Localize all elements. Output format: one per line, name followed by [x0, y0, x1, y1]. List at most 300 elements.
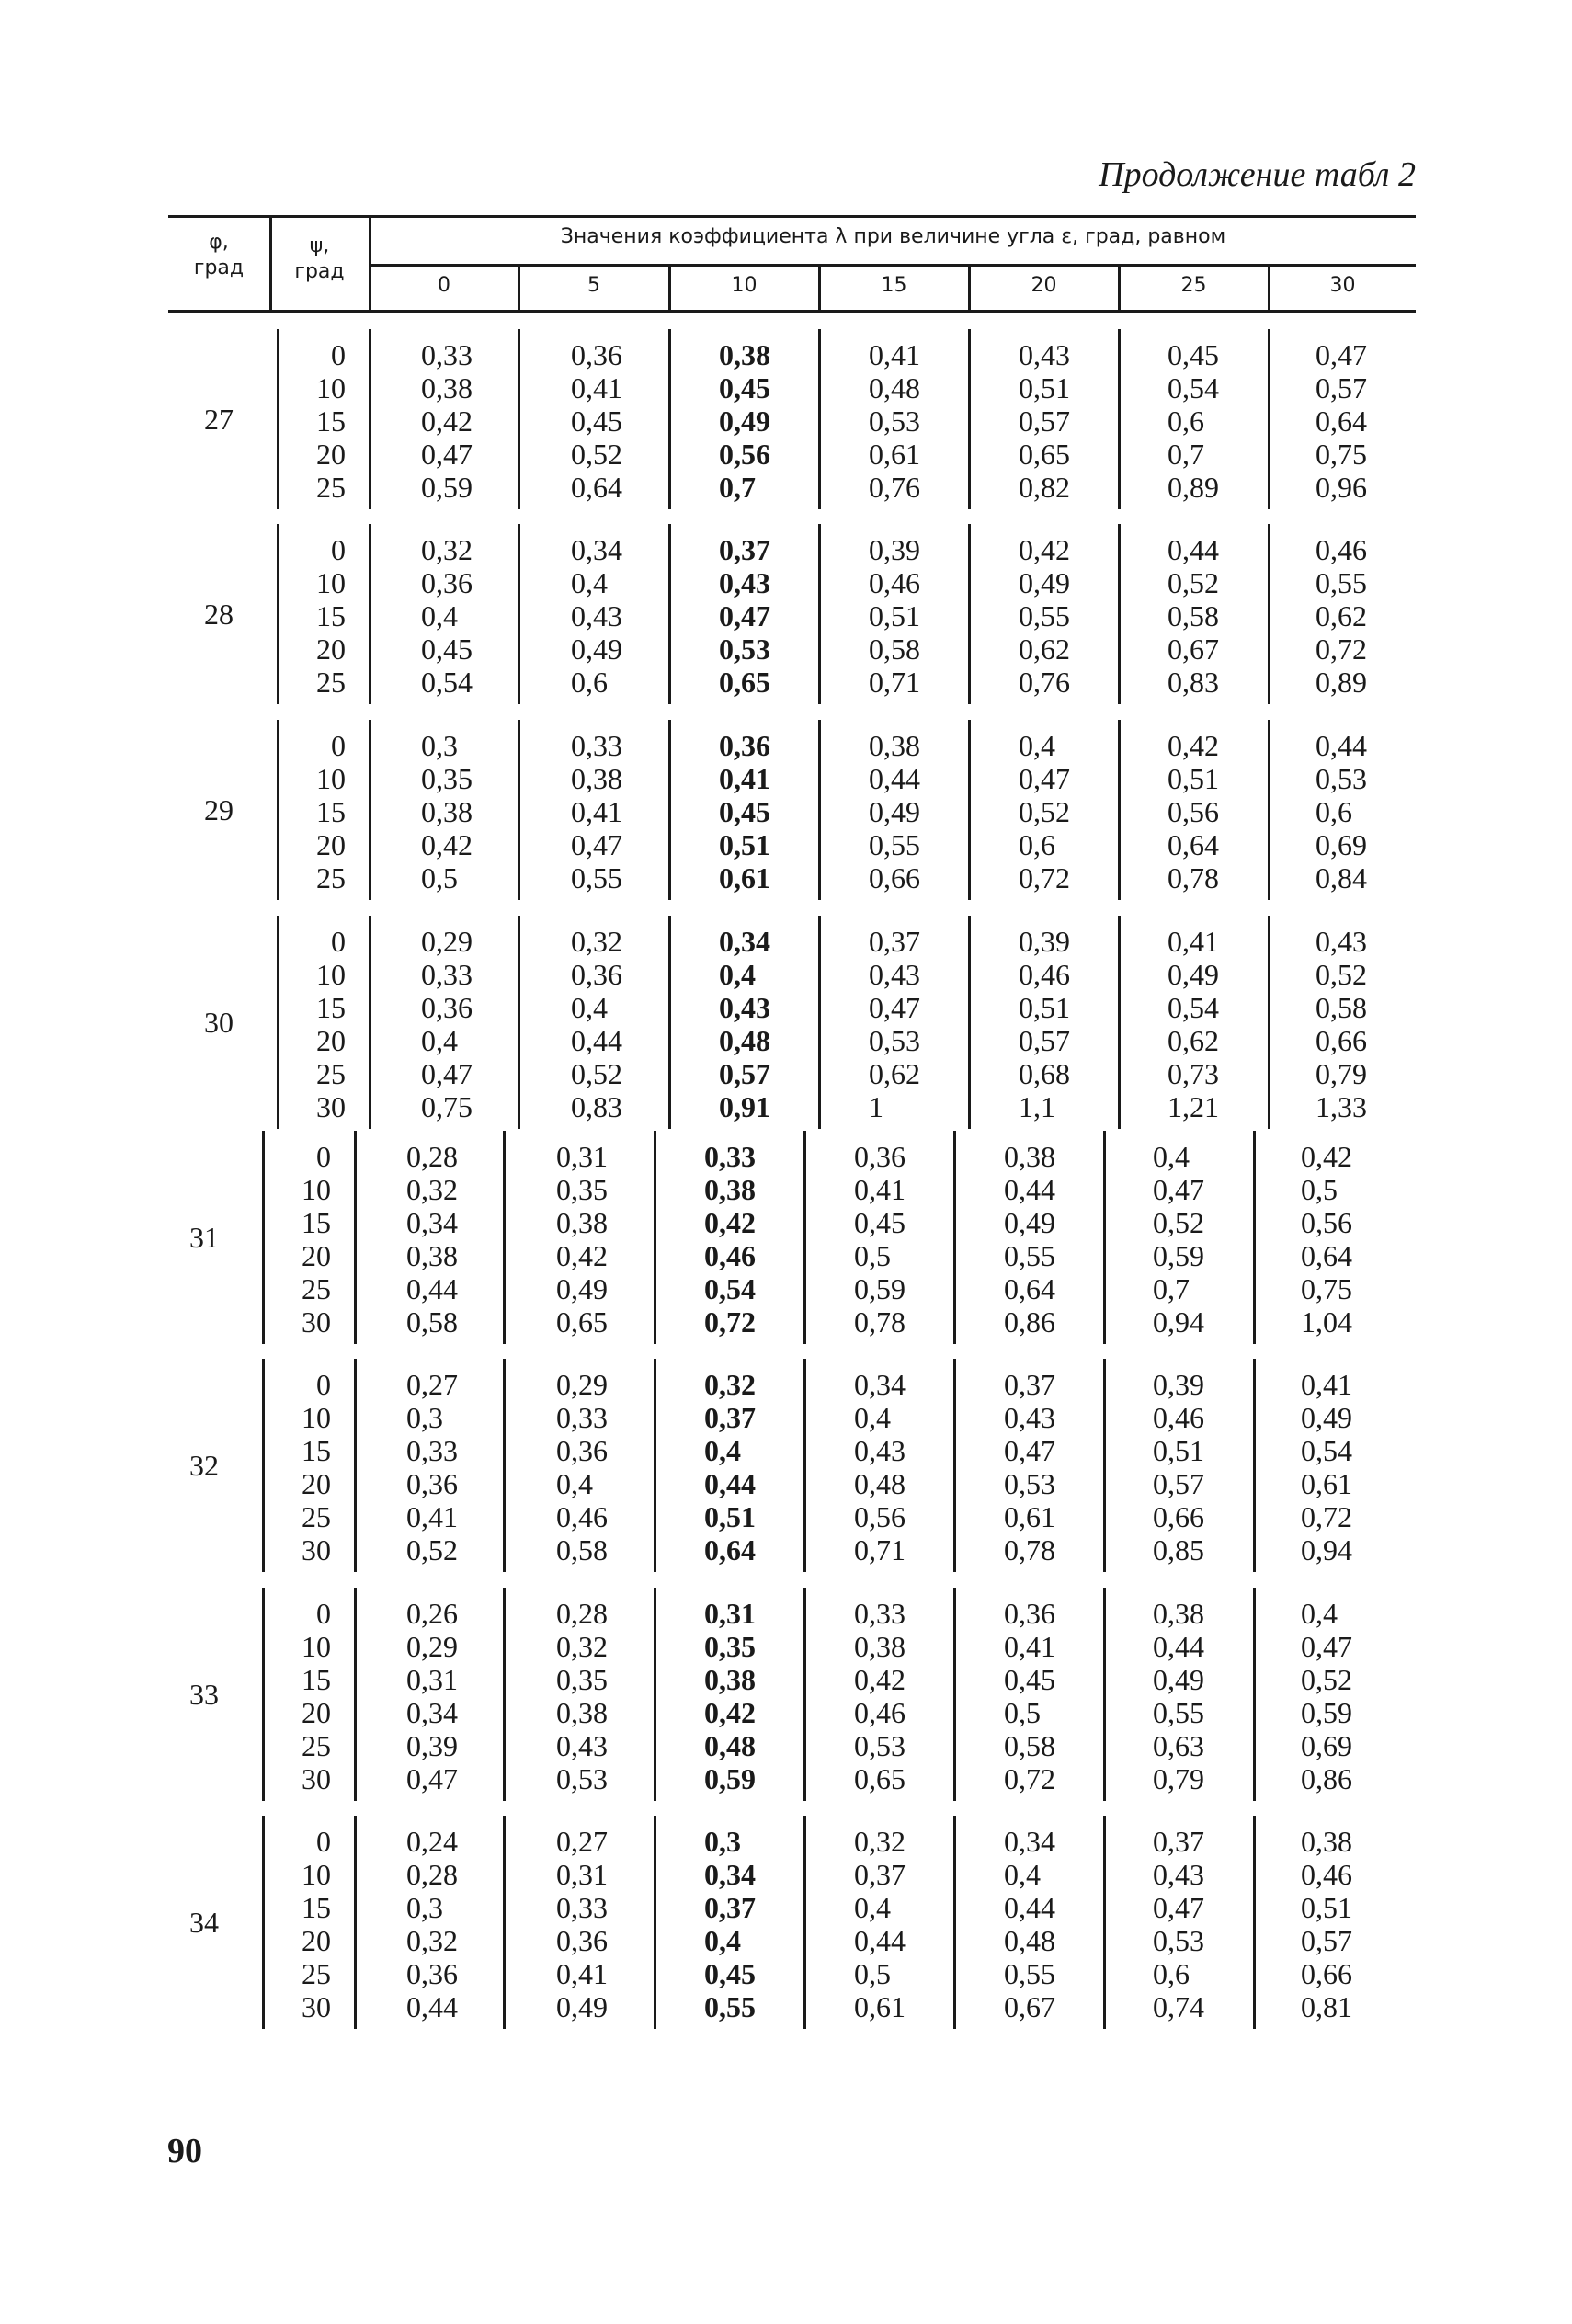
lambda-value: 0,37: [1153, 1825, 1204, 1858]
lambda-value: 0,45: [421, 632, 473, 666]
lambda-value: 0,43: [869, 958, 920, 991]
lambda-column-eps-30: [1316, 338, 1417, 504]
lambda-value: 0,65: [719, 666, 770, 699]
lambda-column-eps-5: [556, 1825, 657, 2023]
lambda-value: 0,55: [869, 828, 920, 861]
lambda-value: 0,45: [704, 1957, 756, 1990]
lambda-value: 0,39: [869, 533, 920, 566]
psi-value: 0: [316, 1597, 331, 1630]
phi-value: 33: [189, 1678, 219, 1711]
lambda-value: 0,48: [704, 1729, 756, 1762]
lambda-value: 0,3: [704, 1825, 741, 1858]
lambda-value: 0,78: [1004, 1533, 1055, 1566]
lambda-value: 0,58: [1168, 599, 1219, 632]
group-divider: [1253, 1359, 1256, 1572]
lambda-value: 0,45: [719, 795, 770, 828]
lambda-column-eps-30: [1301, 1140, 1402, 1339]
group-divider: [518, 329, 520, 509]
psi-value: 0: [316, 1825, 331, 1858]
lambda-value: 0,42: [556, 1239, 608, 1272]
psi-value: 30: [302, 1533, 331, 1566]
psi-value: 25: [316, 861, 346, 894]
lambda-column-eps-15: [854, 1825, 955, 2023]
lambda-value: 0,69: [1316, 828, 1367, 861]
psi-value: 25: [316, 666, 346, 699]
lambda-value: 0,86: [1004, 1305, 1055, 1339]
lambda-value: 0,36: [556, 1434, 608, 1467]
lambda-value: 0,48: [854, 1467, 906, 1500]
psi-value: 25: [302, 1272, 331, 1305]
lambda-value: 0,61: [869, 438, 920, 471]
group-divider: [953, 1816, 956, 2029]
lambda-value: 0,71: [854, 1533, 906, 1566]
lambda-value: 0,67: [1168, 632, 1219, 666]
lambda-value: 0,34: [704, 1858, 756, 1891]
lambda-value: 0,36: [1004, 1597, 1055, 1630]
psi-header: ψ, град: [294, 234, 345, 283]
lambda-value: 0,37: [869, 925, 920, 958]
lambda-value: 0,51: [1153, 1434, 1204, 1467]
group-divider: [968, 524, 971, 704]
lambda-value: 0,49: [1153, 1663, 1204, 1696]
lambda-value: 0,36: [406, 1957, 458, 1990]
lambda-value: 0,41: [1004, 1630, 1055, 1663]
lambda-value: 0,29: [406, 1630, 458, 1663]
lambda-value: 0,42: [421, 404, 473, 438]
lambda-value: 0,56: [719, 438, 770, 471]
lambda-value: 0,82: [1019, 471, 1070, 504]
lambda-value: 0,47: [1316, 338, 1367, 371]
lambda-value: 0,59: [1153, 1239, 1204, 1272]
lambda-value: 0,44: [406, 1990, 458, 2023]
lambda-column-eps-30: [1316, 533, 1417, 699]
lambda-value: 0,58: [556, 1533, 608, 1566]
lambda-column-eps-10: [719, 925, 820, 1123]
lambda-value: 0,55: [1316, 566, 1367, 599]
lambda-value: 0,53: [1004, 1467, 1055, 1500]
lambda-value: 0,36: [421, 991, 473, 1024]
group-divider: [1118, 329, 1121, 509]
lambda-value: 0,42: [1168, 729, 1219, 762]
lambda-value: 0,5: [421, 861, 458, 894]
group-divider: [953, 1131, 956, 1344]
phi-value: 29: [204, 793, 234, 826]
group-divider: [803, 1816, 806, 2029]
lambda-value: 0,57: [1019, 404, 1070, 438]
psi-value: 20: [302, 1467, 331, 1500]
lambda-value: 0,34: [406, 1206, 458, 1239]
lambda-column-eps-30: [1301, 1368, 1402, 1566]
lambda-value: 0,38: [854, 1630, 906, 1663]
group-divider: [1268, 916, 1270, 1129]
psi-value: 15: [302, 1206, 331, 1239]
lambda-column-eps-20: [1019, 925, 1120, 1123]
group-divider: [1118, 524, 1121, 704]
psi-column: [257, 1597, 331, 1795]
header-divider-10: [668, 264, 671, 310]
lambda-value: 0,38: [571, 762, 622, 795]
lambda-value: 0,47: [406, 1762, 458, 1795]
lambda-value: 0,83: [1168, 666, 1219, 699]
lambda-value: 0,4: [571, 991, 608, 1024]
group-divider: [503, 1359, 506, 1572]
lambda-column-eps-10: [704, 1597, 805, 1795]
lambda-value: 0,53: [556, 1762, 608, 1795]
lambda-value: 0,84: [1316, 861, 1367, 894]
lambda-value: 0,34: [571, 533, 622, 566]
lambda-column-eps-5: [556, 1140, 657, 1339]
lambda-value: 0,47: [1301, 1630, 1352, 1663]
lambda-value: 0,46: [1153, 1401, 1204, 1434]
lambda-column-eps-20: [1019, 729, 1120, 894]
lambda-column-eps-20: [1004, 1825, 1105, 2023]
lambda-value: 0,62: [1168, 1024, 1219, 1057]
lambda-value: 0,42: [1019, 533, 1070, 566]
lambda-value: 0,49: [1019, 566, 1070, 599]
group-divider: [668, 916, 671, 1129]
page-number: 90: [167, 2132, 202, 2170]
group-divider: [369, 524, 371, 704]
lambda-value: 0,43: [719, 991, 770, 1024]
lambda-value: 0,29: [556, 1368, 608, 1401]
psi-value: 10: [316, 762, 346, 795]
lambda-value: 0,32: [854, 1825, 906, 1858]
lambda-value: 0,69: [1301, 1729, 1352, 1762]
group-divider: [803, 1359, 806, 1572]
lambda-value: 0,41: [854, 1173, 906, 1206]
lambda-value: 0,44: [704, 1467, 756, 1500]
lambda-value: 0,83: [571, 1090, 622, 1123]
group-divider: [277, 329, 279, 509]
lambda-value: 0,55: [571, 861, 622, 894]
lambda-value: 0,52: [1316, 958, 1367, 991]
lambda-value: 0,49: [556, 1990, 608, 2023]
lambda-value: 0,66: [869, 861, 920, 894]
lambda-value: 0,33: [421, 338, 473, 371]
lambda-value: 0,36: [571, 958, 622, 991]
psi-value: 15: [316, 991, 346, 1024]
lambda-value: 0,64: [704, 1533, 756, 1566]
lambda-column-eps-25: [1168, 925, 1269, 1123]
group-divider: [668, 524, 671, 704]
lambda-column-eps-5: [571, 925, 672, 1123]
lambda-value: 0,4: [421, 599, 458, 632]
lambda-value: 0,6: [1019, 828, 1055, 861]
lambda-column-eps-20: [1004, 1368, 1105, 1566]
psi-value: 25: [316, 471, 346, 504]
lambda-value: 0,3: [406, 1401, 443, 1434]
lambda-value: 0,3: [421, 729, 458, 762]
group-divider: [1268, 720, 1270, 900]
lambda-column-eps-30: [1301, 1825, 1402, 2023]
lambda-value: 0,64: [1301, 1239, 1352, 1272]
lambda-column-eps-10: [704, 1825, 805, 2023]
lambda-value: 0,45: [719, 371, 770, 404]
group-divider: [803, 1131, 806, 1344]
psi-value: 20: [302, 1239, 331, 1272]
lambda-value: 0,75: [1316, 438, 1367, 471]
lambda-value: 0,34: [719, 925, 770, 958]
lambda-column-eps-10: [719, 729, 820, 894]
lambda-column-eps-25: [1168, 729, 1269, 894]
lambda-value: 0,3: [406, 1891, 443, 1924]
group-divider: [503, 1131, 506, 1344]
lambda-value: 0,44: [854, 1924, 906, 1957]
group-divider: [818, 524, 821, 704]
lambda-value: 0,53: [719, 632, 770, 666]
lambda-value: 0,27: [406, 1368, 458, 1401]
lambda-column-eps-20: [1004, 1140, 1105, 1339]
lambda-value: 0,35: [421, 762, 473, 795]
psi-column: [257, 1140, 331, 1339]
lambda-value: 0,33: [571, 729, 622, 762]
lambda-value: 0,38: [719, 338, 770, 371]
lambda-value: 0,52: [571, 1057, 622, 1090]
lambda-value: 0,37: [704, 1401, 756, 1434]
lambda-value: 0,57: [1316, 371, 1367, 404]
lambda-value: 0,4: [719, 958, 756, 991]
group-divider: [1103, 1816, 1106, 2029]
lambda-column-eps-0: [406, 1597, 507, 1795]
lambda-value: 0,55: [1004, 1239, 1055, 1272]
lambda-column-eps-30: [1301, 1597, 1402, 1795]
lambda-value: 0,51: [869, 599, 920, 632]
group-divider: [654, 1131, 656, 1344]
lambda-value: 0,28: [556, 1597, 608, 1630]
group-divider: [262, 1359, 265, 1572]
lambda-value: 0,61: [1004, 1500, 1055, 1533]
group-divider: [277, 720, 279, 900]
lambda-value: 0,4: [556, 1467, 593, 1500]
group-divider: [262, 1588, 265, 1801]
lambda-column-eps-20: [1019, 338, 1120, 504]
group-divider: [953, 1359, 956, 1572]
lambda-column-eps-25: [1153, 1597, 1254, 1795]
lambda-value: 0,48: [719, 1024, 770, 1057]
lambda-column-eps-20: [1019, 533, 1120, 699]
eps-header-30: 30: [1329, 274, 1356, 297]
lambda-value: 0,36: [421, 566, 473, 599]
phi-value: 28: [204, 598, 234, 631]
psi-value: 10: [302, 1401, 331, 1434]
lambda-value: 0,71: [869, 666, 920, 699]
lambda-value: 0,44: [1168, 533, 1219, 566]
eps-header-15: 15: [881, 274, 907, 297]
lambda-value: 0,62: [869, 1057, 920, 1090]
lambda-value: 0,7: [719, 471, 756, 504]
group-divider: [354, 1816, 357, 2029]
header-divider-30: [1268, 264, 1270, 310]
lambda-value: 0,72: [1019, 861, 1070, 894]
lambda-value: 0,89: [1168, 471, 1219, 504]
lambda-value: 0,58: [1004, 1729, 1055, 1762]
lambda-value: 0,36: [854, 1140, 906, 1173]
lambda-value: 0,7: [1168, 438, 1204, 471]
group-divider: [668, 329, 671, 509]
lambda-value: 0,41: [571, 371, 622, 404]
lambda-value: 0,4: [854, 1891, 891, 1924]
lambda-value: 0,54: [1168, 991, 1219, 1024]
lambda-value: 0,43: [1316, 925, 1367, 958]
psi-column: [257, 1368, 331, 1566]
group-divider: [1118, 916, 1121, 1129]
psi-value: 20: [302, 1696, 331, 1729]
lambda-column-eps-10: [704, 1368, 805, 1566]
lambda-value: 0,62: [1019, 632, 1070, 666]
lambda-value: 0,44: [1004, 1173, 1055, 1206]
lambda-value: 0,38: [1301, 1825, 1352, 1858]
lambda-value: 0,45: [854, 1206, 906, 1239]
group-divider: [818, 720, 821, 900]
lambda-value: 0,28: [406, 1858, 458, 1891]
lambda-value: 0,34: [406, 1696, 458, 1729]
psi-value: 20: [316, 438, 346, 471]
lambda-value: 0,56: [1301, 1206, 1352, 1239]
eps-header-rule: [370, 264, 1416, 267]
lambda-value: 0,44: [1153, 1630, 1204, 1663]
lambda-value: 0,38: [1153, 1597, 1204, 1630]
lambda-value: 0,52: [406, 1533, 458, 1566]
lambda-value: 0,33: [421, 958, 473, 991]
group-divider: [354, 1359, 357, 1572]
psi-column: [272, 925, 346, 1123]
eps-header-10: 10: [731, 274, 758, 297]
lambda-value: 0,46: [704, 1239, 756, 1272]
lambda-value: 0,51: [719, 828, 770, 861]
lambda-value: 0,44: [406, 1272, 458, 1305]
table-top-rule: [168, 215, 1416, 218]
lambda-value: 0,47: [719, 599, 770, 632]
lambda-value: 0,44: [571, 1024, 622, 1057]
lambda-value: 0,52: [571, 438, 622, 471]
psi-value: 30: [302, 1990, 331, 2023]
lambda-value: 0,75: [1301, 1272, 1352, 1305]
lambda-value: 0,47: [1004, 1434, 1055, 1467]
psi-value: 0: [316, 1140, 331, 1173]
lambda-value: 0,4: [704, 1924, 741, 1957]
lambda-value: 0,45: [571, 404, 622, 438]
lambda-value: 0,65: [1019, 438, 1070, 471]
psi-value: 20: [302, 1924, 331, 1957]
lambda-value: 0,32: [421, 533, 473, 566]
lambda-column-eps-15: [869, 729, 970, 894]
lambda-value: 0,35: [556, 1663, 608, 1696]
lambda-value: 0,74: [1153, 1990, 1204, 2023]
lambda-value: 0,51: [1168, 762, 1219, 795]
lambda-value: 0,72: [1301, 1500, 1352, 1533]
lambda-value: 0,34: [1004, 1825, 1055, 1858]
lambda-value: 0,5: [854, 1239, 891, 1272]
lambda-value: 0,36: [719, 729, 770, 762]
lambda-value: 0,81: [1301, 1990, 1352, 2023]
eps-header-25: 25: [1180, 274, 1207, 297]
lambda-value: 0,57: [1301, 1924, 1352, 1957]
group-divider: [518, 916, 520, 1129]
lambda-value: 0,72: [704, 1305, 756, 1339]
lambda-value: 0,33: [854, 1597, 906, 1630]
lambda-value: 0,65: [854, 1762, 906, 1795]
eps-header-20: 20: [1031, 274, 1057, 297]
lambda-value: 0,61: [854, 1990, 906, 2023]
psi-value: 10: [302, 1630, 331, 1663]
lambda-value: 0,78: [854, 1305, 906, 1339]
lambda-value: 0,43: [1153, 1858, 1204, 1891]
group-divider: [654, 1816, 656, 2029]
psi-value: 15: [316, 404, 346, 438]
page-title: Продолжение табл 2: [1099, 155, 1416, 194]
psi-value: 0: [331, 925, 346, 958]
psi-column: [272, 729, 346, 894]
lambda-value: 0,53: [1153, 1924, 1204, 1957]
lambda-value: 0,28: [406, 1140, 458, 1173]
phi-value: 27: [204, 403, 234, 436]
lambda-column-eps-5: [571, 729, 672, 894]
group-divider: [518, 720, 520, 900]
lambda-value: 0,58: [1316, 991, 1367, 1024]
lambda-value: 0,42: [421, 828, 473, 861]
lambda-column-eps-25: [1153, 1368, 1254, 1566]
lambda-column-eps-30: [1316, 925, 1417, 1123]
lambda-value: 0,59: [854, 1272, 906, 1305]
psi-value: 30: [302, 1762, 331, 1795]
lambda-column-eps-15: [869, 533, 970, 699]
lambda-value: 0,47: [571, 828, 622, 861]
lambda-value: 0,52: [1019, 795, 1070, 828]
lambda-value: 0,49: [1168, 958, 1219, 991]
lambda-value: 0,72: [1316, 632, 1367, 666]
lambda-value: 0,96: [1316, 471, 1367, 504]
header-bottom-rule: [168, 310, 1416, 313]
psi-value: 15: [302, 1663, 331, 1696]
group-divider: [1103, 1131, 1106, 1344]
lambda-value: 0,37: [1004, 1368, 1055, 1401]
lambda-value: 0,72: [1004, 1762, 1055, 1795]
lambda-value: 0,54: [1168, 371, 1219, 404]
lambda-value: 0,33: [704, 1140, 756, 1173]
lambda-value: 0,47: [1153, 1173, 1204, 1206]
lambda-column-eps-10: [719, 533, 820, 699]
eps-header-5: 5: [587, 274, 600, 297]
lambda-value: 0,42: [854, 1663, 906, 1696]
lambda-header: Значения коэффициента λ при величине угла ε, град, равном: [560, 225, 1226, 248]
lambda-value: 0,51: [704, 1500, 756, 1533]
lambda-value: 0,57: [1153, 1467, 1204, 1500]
group-divider: [968, 916, 971, 1129]
lambda-value: 0,61: [1301, 1467, 1352, 1500]
lambda-value: 0,44: [869, 762, 920, 795]
lambda-column-eps-10: [704, 1140, 805, 1339]
lambda-value: 0,43: [556, 1729, 608, 1762]
lambda-value: 0,54: [421, 666, 473, 699]
lambda-value: 0,41: [406, 1500, 458, 1533]
lambda-value: 0,79: [1153, 1762, 1204, 1795]
lambda-value: 0,57: [719, 1057, 770, 1090]
lambda-column-eps-15: [854, 1368, 955, 1566]
lambda-value: 0,78: [1168, 861, 1219, 894]
lambda-value: 0,59: [1301, 1696, 1352, 1729]
group-divider: [953, 1588, 956, 1801]
lambda-value: 0,43: [571, 599, 622, 632]
group-divider: [803, 1588, 806, 1801]
lambda-value: 0,45: [1004, 1663, 1055, 1696]
psi-value: 15: [316, 599, 346, 632]
psi-value: 0: [331, 729, 346, 762]
lambda-column-eps-5: [571, 338, 672, 504]
lambda-value: 0,56: [1168, 795, 1219, 828]
lambda-value: 0,66: [1301, 1957, 1352, 1990]
lambda-value: 0,57: [1019, 1024, 1070, 1057]
lambda-value: 0,38: [1004, 1140, 1055, 1173]
